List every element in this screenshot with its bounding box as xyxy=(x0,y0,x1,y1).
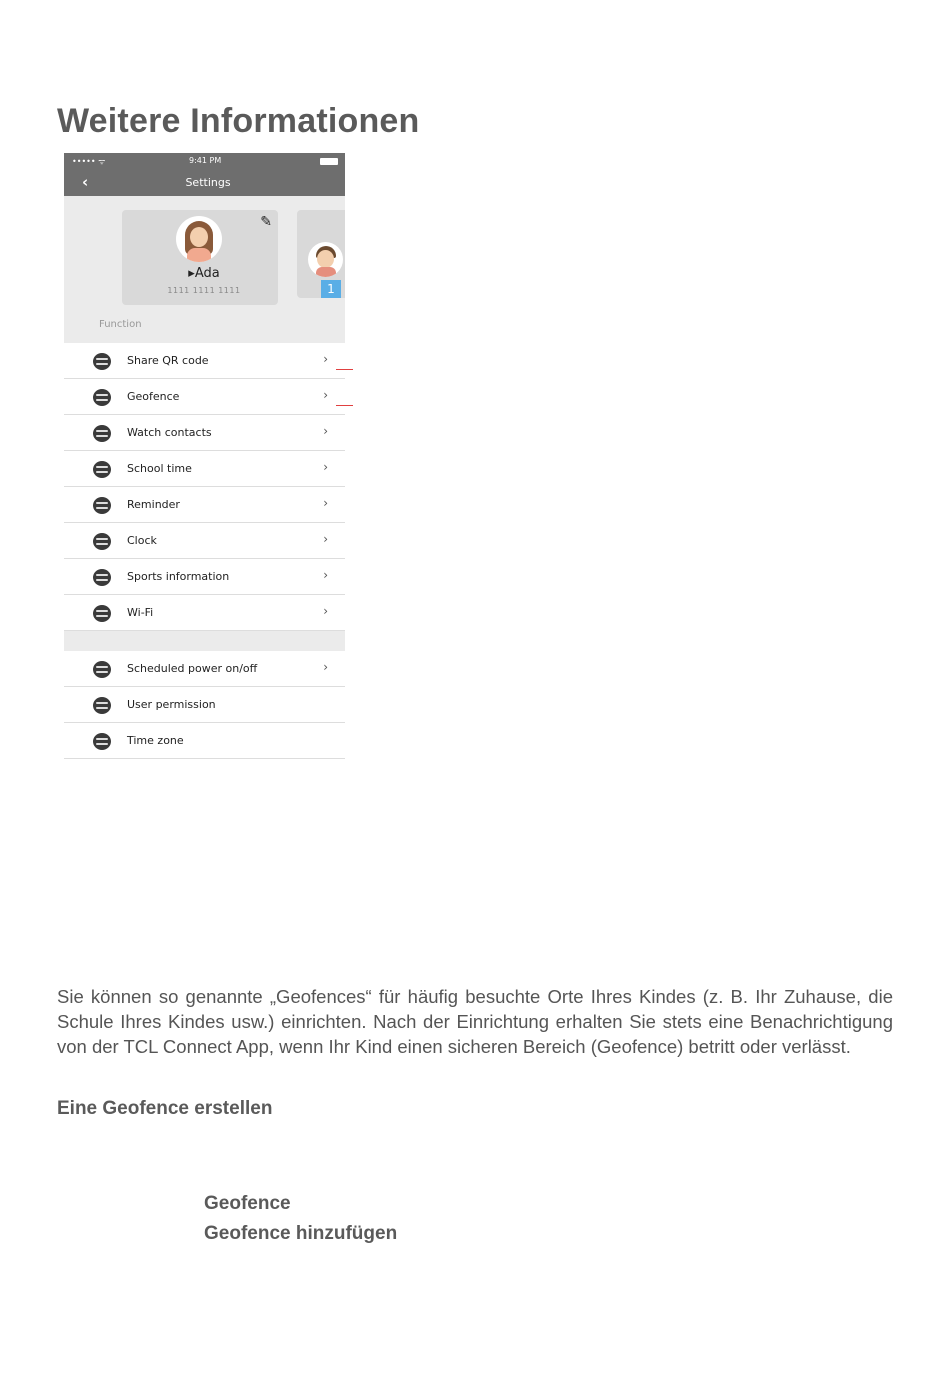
menu-item-clock[interactable] xyxy=(64,523,345,559)
watch-icon xyxy=(93,389,111,406)
chevron-right-icon: › xyxy=(323,568,328,582)
profile-card[interactable] xyxy=(122,210,278,305)
second-profile-card[interactable] xyxy=(297,210,345,298)
chevron-right-icon: › xyxy=(323,496,328,510)
annotation-line xyxy=(336,405,353,406)
watch-icon xyxy=(93,533,111,550)
menu-label: Geofence xyxy=(127,390,180,403)
section-heading: Eine Geofence erstellen xyxy=(57,1098,273,1119)
count-badge: 1 xyxy=(321,280,341,298)
app-screenshot xyxy=(64,153,345,759)
menu-label: Sports information xyxy=(127,570,230,583)
body-paragraph: Sie können so genannte „Geofences“ für häufig besuchte Orte Ihres Kindes (z. B. Ihr Zuhause, die Schule Ihres Kindes usw.) einrichten. Nach der Einrichtung erhalten Sie stets eine Benachrichtigung von der TCL Connect App, wenn Ihr Kind einen sicheren Bereich (Geofence) betritt oder verlässt. xyxy=(57,986,893,1057)
chevron-right-icon: › xyxy=(323,352,328,366)
menu-label: Watch contacts xyxy=(127,426,212,439)
watch-icon xyxy=(93,497,111,514)
back-icon[interactable]: ‹ xyxy=(82,173,89,191)
menu-item-time-zone[interactable] xyxy=(64,723,345,759)
menu-label: Wi-Fi xyxy=(127,606,154,619)
watch-icon xyxy=(93,425,111,442)
nav-bar xyxy=(64,170,345,196)
menu-item-scheduled-power[interactable] xyxy=(64,651,345,687)
battery-icon xyxy=(320,158,338,165)
menu-item-school-time[interactable] xyxy=(64,451,345,487)
chevron-right-icon: › xyxy=(323,388,328,402)
profile-number: 1111 1111 1111 xyxy=(167,286,241,295)
menu-label: Clock xyxy=(127,534,157,547)
watch-icon xyxy=(93,697,111,714)
menu-label: User permission xyxy=(127,698,216,711)
menu-item-sports-information[interactable] xyxy=(64,559,345,595)
chevron-right-icon: › xyxy=(323,604,328,618)
watch-icon xyxy=(93,461,111,478)
menu-label: Share QR code xyxy=(127,354,209,367)
menu-item-user-permission[interactable] xyxy=(64,687,345,723)
section-label: Function xyxy=(99,319,142,330)
watch-icon xyxy=(93,661,111,678)
step-label: Geofence hinzufügen xyxy=(204,1223,398,1244)
menu-label: Scheduled power on/off xyxy=(127,662,258,675)
status-bar xyxy=(64,153,345,170)
watch-icon xyxy=(93,353,111,370)
menu-label: Time zone xyxy=(127,734,184,747)
watch-icon xyxy=(93,733,111,750)
signal-icon: ••••• ᯤ xyxy=(72,157,106,166)
watch-icon xyxy=(93,605,111,622)
profile-name: ▸Ada xyxy=(188,266,220,281)
chevron-right-icon: › xyxy=(323,532,328,546)
menu-divider xyxy=(64,631,345,651)
menu-item-geofence[interactable] xyxy=(64,379,345,415)
menu-label: Reminder xyxy=(127,498,180,511)
annotation-line xyxy=(336,369,353,370)
step-label: Geofence xyxy=(204,1193,291,1214)
function-menu xyxy=(64,343,345,759)
chevron-right-icon: › xyxy=(323,460,328,474)
chevron-right-icon: › xyxy=(323,424,328,438)
menu-item-wifi[interactable] xyxy=(64,595,345,631)
menu-item-watch-contacts[interactable] xyxy=(64,415,345,451)
chevron-right-icon: › xyxy=(323,660,328,674)
nav-title: Settings xyxy=(185,176,231,189)
menu-label: School time xyxy=(127,462,192,475)
menu-item-share-qr-code[interactable] xyxy=(64,343,345,379)
avatar-girl xyxy=(176,216,222,262)
edit-icon[interactable]: ✎ xyxy=(260,214,272,230)
avatar-boy xyxy=(308,242,343,277)
status-time: 9:41 PM xyxy=(189,156,222,165)
page-title: Weitere Informationen xyxy=(57,102,420,140)
menu-item-reminder[interactable] xyxy=(64,487,345,523)
watch-icon xyxy=(93,569,111,586)
